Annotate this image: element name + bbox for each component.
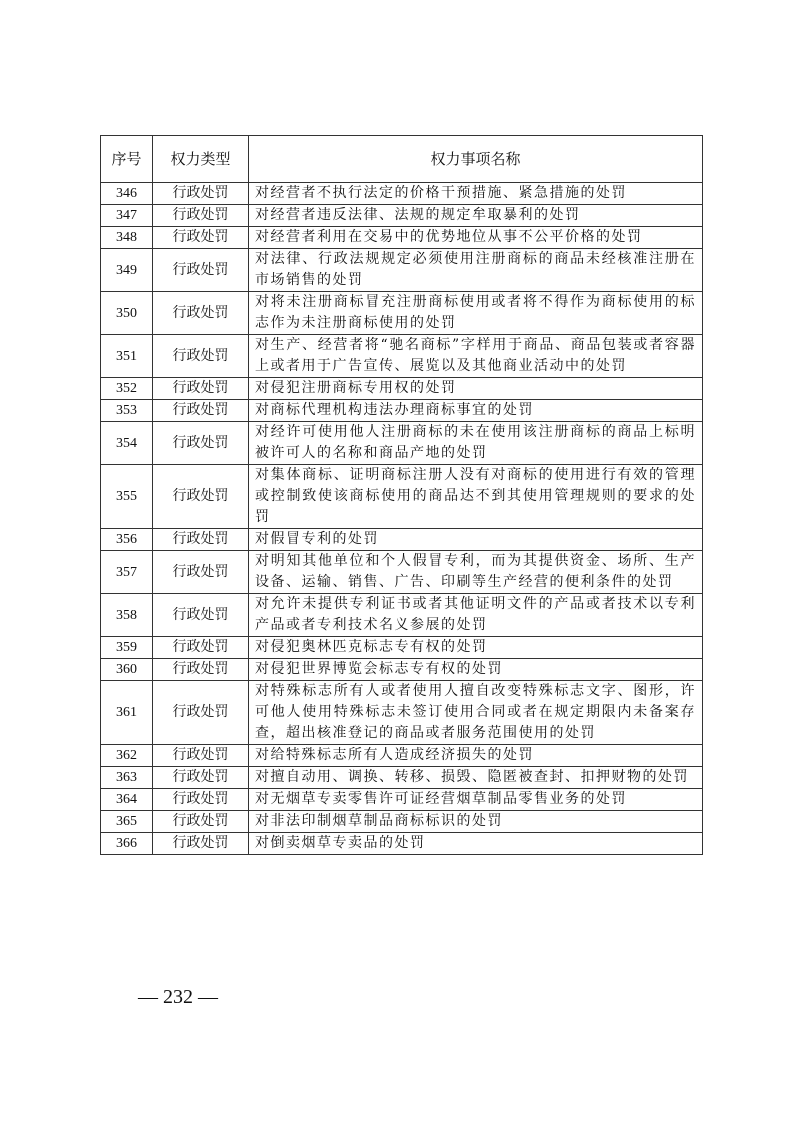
row-serial-no: 351 — [101, 335, 153, 378]
row-serial-no: 359 — [101, 637, 153, 659]
row-serial-no: 348 — [101, 227, 153, 249]
row-power-type: 行政处罚 — [153, 637, 249, 659]
row-power-type: 行政处罚 — [153, 811, 249, 833]
table-row — [101, 292, 703, 335]
table-row — [101, 789, 703, 811]
table-row — [101, 745, 703, 767]
row-serial-no: 353 — [101, 400, 153, 422]
row-power-type: 行政处罚 — [153, 205, 249, 227]
row-serial-no: 350 — [101, 292, 153, 335]
row-serial-no: 352 — [101, 378, 153, 400]
row-serial-no: 362 — [101, 745, 153, 767]
row-power-type: 行政处罚 — [153, 400, 249, 422]
row-power-type: 行政处罚 — [153, 335, 249, 378]
row-serial-no: 361 — [101, 681, 153, 745]
table-row — [101, 335, 703, 378]
header-item-name: 权力事项名称 — [249, 136, 703, 183]
row-item-name: 对将未注册商标冒充注册商标使用或者将不得作为商标使用的标志作为未注册商标使用的处罚 — [249, 292, 703, 335]
row-power-type: 行政处罚 — [153, 767, 249, 789]
row-item-name: 对经营者违反法律、法规的规定牟取暴利的处罚 — [249, 205, 703, 227]
row-power-type: 行政处罚 — [153, 529, 249, 551]
row-item-name: 对倒卖烟草专卖品的处罚 — [249, 833, 703, 855]
row-item-name: 对法律、行政法规规定必须使用注册商标的商品未经核准注册在市场销售的处罚 — [249, 249, 703, 292]
row-serial-no: 356 — [101, 529, 153, 551]
row-item-name: 对允许未提供专利证书或者其他证明文件的产品或者技术以专利产品或者专利技术名义参展的处罚 — [249, 594, 703, 637]
table-header-row — [101, 136, 703, 183]
row-item-name: 对特殊标志所有人或者使用人擅自改变特殊标志文字、图形，许可他人使用特殊标志未签订使用合同或者在规定期限内未备案存查，超出核准登记的商品或者服务范围使用的处罚 — [249, 681, 703, 745]
row-item-name: 对经营者利用在交易中的优势地位从事不公平价格的处罚 — [249, 227, 703, 249]
row-serial-no: 358 — [101, 594, 153, 637]
row-item-name: 对给特殊标志所有人造成经济损失的处罚 — [249, 745, 703, 767]
row-item-name: 对明知其他单位和个人假冒专利，而为其提供资金、场所、生产设备、运输、销售、广告、印刷等生产经营的便利条件的处罚 — [249, 551, 703, 594]
row-power-type: 行政处罚 — [153, 659, 249, 681]
table-row — [101, 422, 703, 465]
row-power-type: 行政处罚 — [153, 422, 249, 465]
row-item-name: 对非法印制烟草制品商标标识的处罚 — [249, 811, 703, 833]
header-power-type: 权力类型 — [153, 136, 249, 183]
page-number: — 232 — — [138, 986, 218, 1008]
table-row — [101, 205, 703, 227]
row-serial-no: 366 — [101, 833, 153, 855]
row-serial-no: 363 — [101, 767, 153, 789]
table-row — [101, 637, 703, 659]
row-item-name: 对无烟草专卖零售许可证经营烟草制品零售业务的处罚 — [249, 789, 703, 811]
table-row — [101, 551, 703, 594]
row-power-type: 行政处罚 — [153, 227, 249, 249]
row-power-type: 行政处罚 — [153, 183, 249, 205]
row-power-type: 行政处罚 — [153, 594, 249, 637]
table-row — [101, 183, 703, 205]
row-item-name: 对侵犯世界博览会标志专有权的处罚 — [249, 659, 703, 681]
table-row — [101, 249, 703, 292]
row-power-type: 行政处罚 — [153, 745, 249, 767]
row-power-type: 行政处罚 — [153, 249, 249, 292]
row-item-name: 对擅自动用、调换、转移、损毁、隐匿被查封、扣押财物的处罚 — [249, 767, 703, 789]
row-item-name: 对生产、经营者将“驰名商标”字样用于商品、商品包装或者容器上或者用于广告宣传、展览以及其他商业活动中的处罚 — [249, 335, 703, 378]
row-serial-no: 346 — [101, 183, 153, 205]
row-power-type: 行政处罚 — [153, 465, 249, 529]
table-row — [101, 659, 703, 681]
row-item-name: 对集体商标、证明商标注册人没有对商标的使用进行有效的管理或控制致使该商标使用的商品达不到其使用管理规则的要求的处罚 — [249, 465, 703, 529]
row-power-type: 行政处罚 — [153, 789, 249, 811]
table-row — [101, 465, 703, 529]
row-item-name: 对经许可使用他人注册商标的未在使用该注册商标的商品上标明被许可人的名称和商品产地的处罚 — [249, 422, 703, 465]
row-serial-no: 354 — [101, 422, 153, 465]
row-power-type: 行政处罚 — [153, 833, 249, 855]
row-power-type: 行政处罚 — [153, 681, 249, 745]
row-item-name: 对商标代理机构违法办理商标事宜的处罚 — [249, 400, 703, 422]
row-serial-no: 357 — [101, 551, 153, 594]
table-body — [101, 183, 703, 855]
row-power-type: 行政处罚 — [153, 378, 249, 400]
table-row — [101, 378, 703, 400]
table-row — [101, 681, 703, 745]
row-item-name: 对侵犯注册商标专用权的处罚 — [249, 378, 703, 400]
table-row — [101, 811, 703, 833]
row-serial-no: 355 — [101, 465, 153, 529]
row-item-name: 对侵犯奥林匹克标志专有权的处罚 — [249, 637, 703, 659]
row-serial-no: 364 — [101, 789, 153, 811]
table-row — [101, 833, 703, 855]
row-item-name: 对假冒专利的处罚 — [249, 529, 703, 551]
row-item-name: 对经营者不执行法定的价格干预措施、紧急措施的处罚 — [249, 183, 703, 205]
table-row — [101, 400, 703, 422]
row-serial-no: 349 — [101, 249, 153, 292]
table-row — [101, 767, 703, 789]
row-power-type: 行政处罚 — [153, 292, 249, 335]
row-serial-no: 347 — [101, 205, 153, 227]
header-serial-no: 序号 — [101, 136, 153, 183]
row-power-type: 行政处罚 — [153, 551, 249, 594]
table-row — [101, 227, 703, 249]
table-row — [101, 594, 703, 637]
table-row — [101, 529, 703, 551]
row-serial-no: 365 — [101, 811, 153, 833]
row-serial-no: 360 — [101, 659, 153, 681]
power-list-table — [100, 135, 703, 855]
